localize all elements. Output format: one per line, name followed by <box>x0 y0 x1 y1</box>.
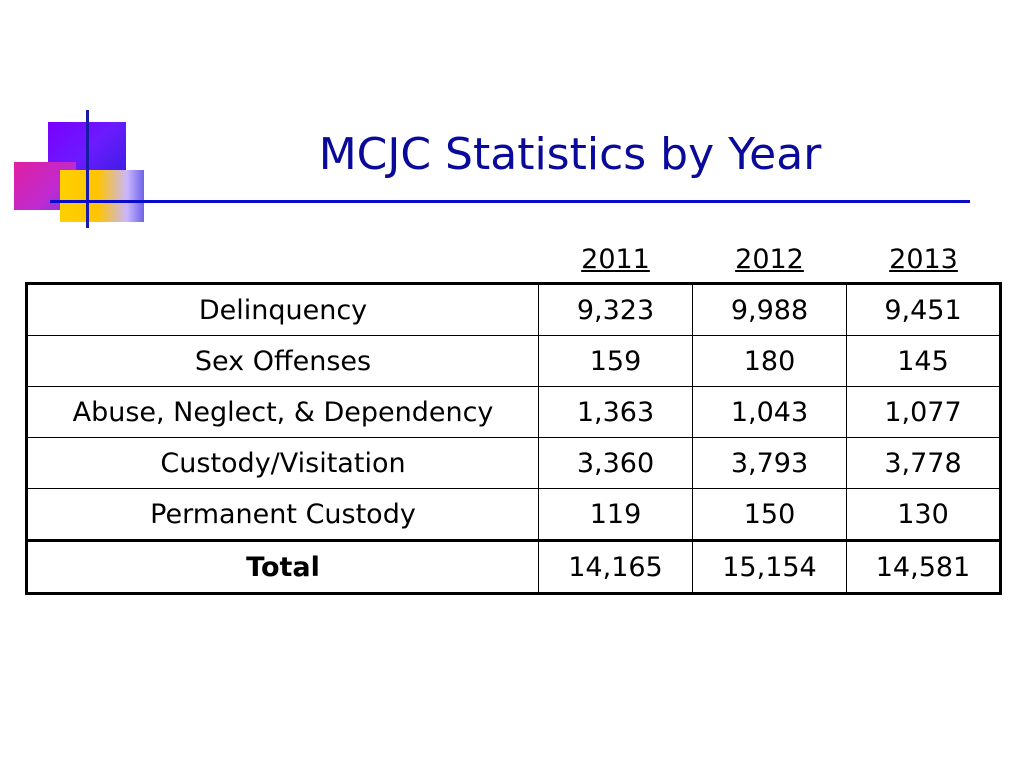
table-cell: 9,323 <box>539 284 693 336</box>
total-cell: 14,165 <box>539 541 693 594</box>
statistics-table <box>25 236 1002 595</box>
table-row <box>27 284 1001 336</box>
table-cell: 1,363 <box>539 387 693 438</box>
table-row <box>27 387 1001 438</box>
table-header-row <box>27 236 1001 284</box>
column-header-year: 2011 <box>581 243 650 275</box>
title-underline-rule <box>50 200 970 203</box>
table-row <box>27 438 1001 489</box>
row-label: Sex Offenses <box>27 336 539 387</box>
slide-title: MCJC Statistics by Year <box>318 129 822 180</box>
table-cell: 3,360 <box>539 438 693 489</box>
row-label: Abuse, Neglect, & Dependency <box>27 387 539 438</box>
table-cell: 145 <box>847 336 1001 387</box>
table-cell: 119 <box>539 489 693 541</box>
yellow-square <box>60 170 144 222</box>
row-label: Permanent Custody <box>27 489 539 541</box>
table-row <box>27 489 1001 541</box>
table-cell: 159 <box>539 336 693 387</box>
total-cell: 14,581 <box>847 541 1001 594</box>
table-cell: 9,988 <box>693 284 847 336</box>
table-cell: 3,793 <box>693 438 847 489</box>
header-corner-empty <box>27 236 539 284</box>
table-cell: 1,077 <box>847 387 1001 438</box>
total-row <box>27 541 1001 594</box>
table-cell: 150 <box>693 489 847 541</box>
row-label: Delinquency <box>27 284 539 336</box>
table-cell: 9,451 <box>847 284 1001 336</box>
table-row <box>27 336 1001 387</box>
decorative-squares-logo <box>0 0 160 240</box>
table-cell: 180 <box>693 336 847 387</box>
total-label: Total <box>27 541 539 594</box>
total-cell: 15,154 <box>693 541 847 594</box>
logo-vertical-line <box>86 110 89 228</box>
row-label: Custody/Visitation <box>27 438 539 489</box>
table-cell: 1,043 <box>693 387 847 438</box>
column-header-year: 2013 <box>889 243 958 275</box>
table-cell: 130 <box>847 489 1001 541</box>
column-header-year: 2012 <box>735 243 804 275</box>
table-cell: 3,778 <box>847 438 1001 489</box>
